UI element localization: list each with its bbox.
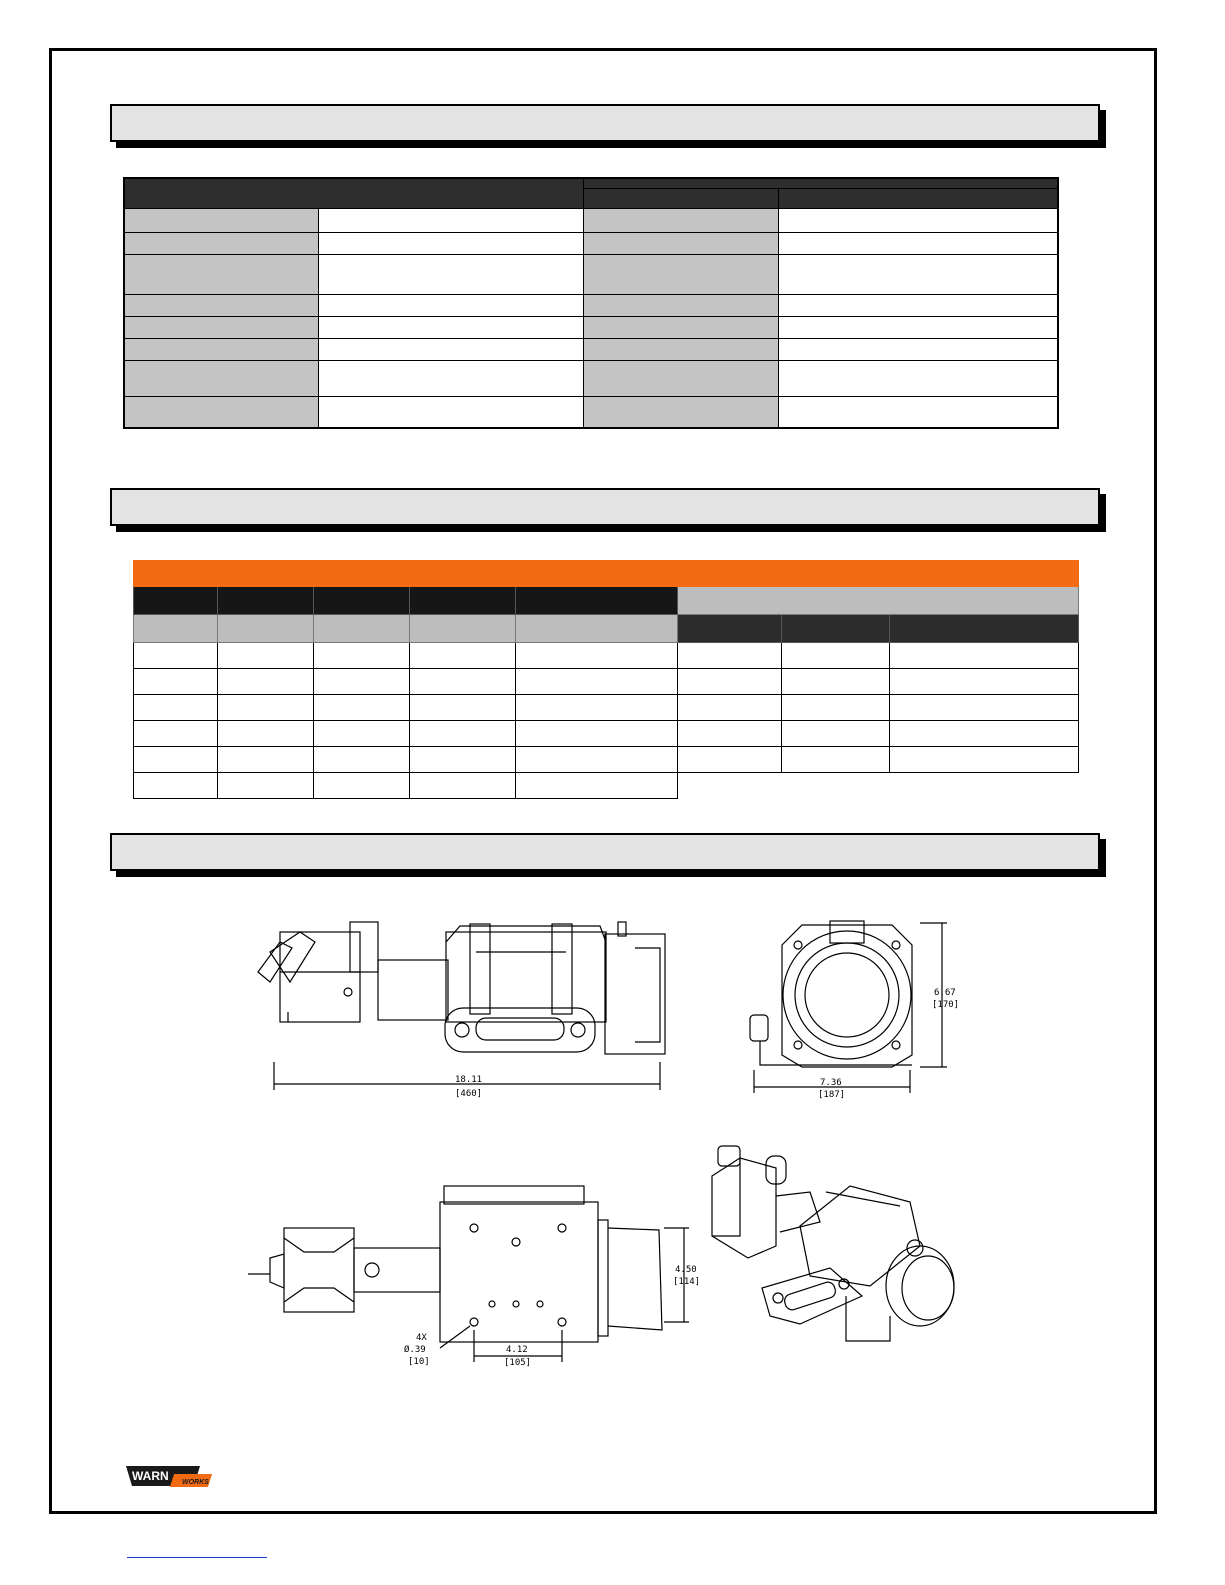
- dimension-hole-diameter: Ø.39: [404, 1345, 426, 1355]
- dimension-front-width: 7.36: [820, 1078, 842, 1088]
- table-row: [134, 669, 1079, 695]
- dimension-bolt-vertical-mm: [114]: [673, 1277, 701, 1287]
- dimension-hole-count: 4X: [416, 1333, 427, 1343]
- winch-mounting-view-drawing: [244, 1180, 704, 1375]
- spec-header-right: [583, 178, 1058, 188]
- table-row: [124, 178, 1058, 188]
- table-row: [134, 587, 1079, 615]
- table-row: [124, 316, 1058, 338]
- table-row: [134, 695, 1079, 721]
- winch-side-view-drawing: [240, 912, 680, 1102]
- spec-subheader: [778, 188, 1058, 208]
- spec-header-left: [124, 178, 583, 208]
- table-row: [134, 615, 1079, 643]
- winch-front-view-drawing: [742, 915, 982, 1105]
- warn-works-logo: [126, 1462, 218, 1490]
- footer-link-underline[interactable]: [127, 1557, 267, 1558]
- table-row: [124, 208, 1058, 232]
- dimension-front-height: 6.67: [934, 988, 956, 998]
- dimension-side-length: 18.11: [455, 1075, 483, 1085]
- table-row: [124, 232, 1058, 254]
- dimension-front-height-mm: [170]: [932, 1000, 960, 1010]
- table-row: [134, 721, 1079, 747]
- table-row: [124, 254, 1058, 294]
- dimension-bolt-horizontal: 4.12: [506, 1345, 528, 1355]
- section-bar-performance: [110, 488, 1100, 526]
- logo-sub-text: WORKS: [182, 1479, 209, 1486]
- table-row: [124, 396, 1058, 428]
- table-row: [124, 294, 1058, 316]
- performance-table: [133, 560, 1079, 799]
- specifications-table: [123, 177, 1059, 429]
- section-bar-dimensions: [110, 833, 1100, 871]
- table-row: [134, 773, 1079, 799]
- dimension-hole-diameter-mm: [10]: [408, 1357, 430, 1367]
- table-row: [134, 747, 1079, 773]
- section-bar-specifications: [110, 104, 1100, 142]
- table-row: [124, 338, 1058, 360]
- table-row: [124, 360, 1058, 396]
- table-row: [134, 561, 1079, 587]
- dimension-side-length-mm: [460]: [455, 1089, 483, 1099]
- perf-header-left: [134, 561, 678, 587]
- spec-subheader: [583, 188, 778, 208]
- dimension-bolt-vertical: 4.50: [675, 1265, 697, 1275]
- dimension-front-width-mm: [187]: [818, 1090, 846, 1100]
- perf-header-right: [678, 561, 1079, 587]
- logo-brand-text: WARN: [132, 1469, 169, 1483]
- table-row: [134, 643, 1079, 669]
- winch-isometric-drawing: [700, 1136, 960, 1351]
- dimension-bolt-horizontal-mm: [105]: [504, 1358, 532, 1368]
